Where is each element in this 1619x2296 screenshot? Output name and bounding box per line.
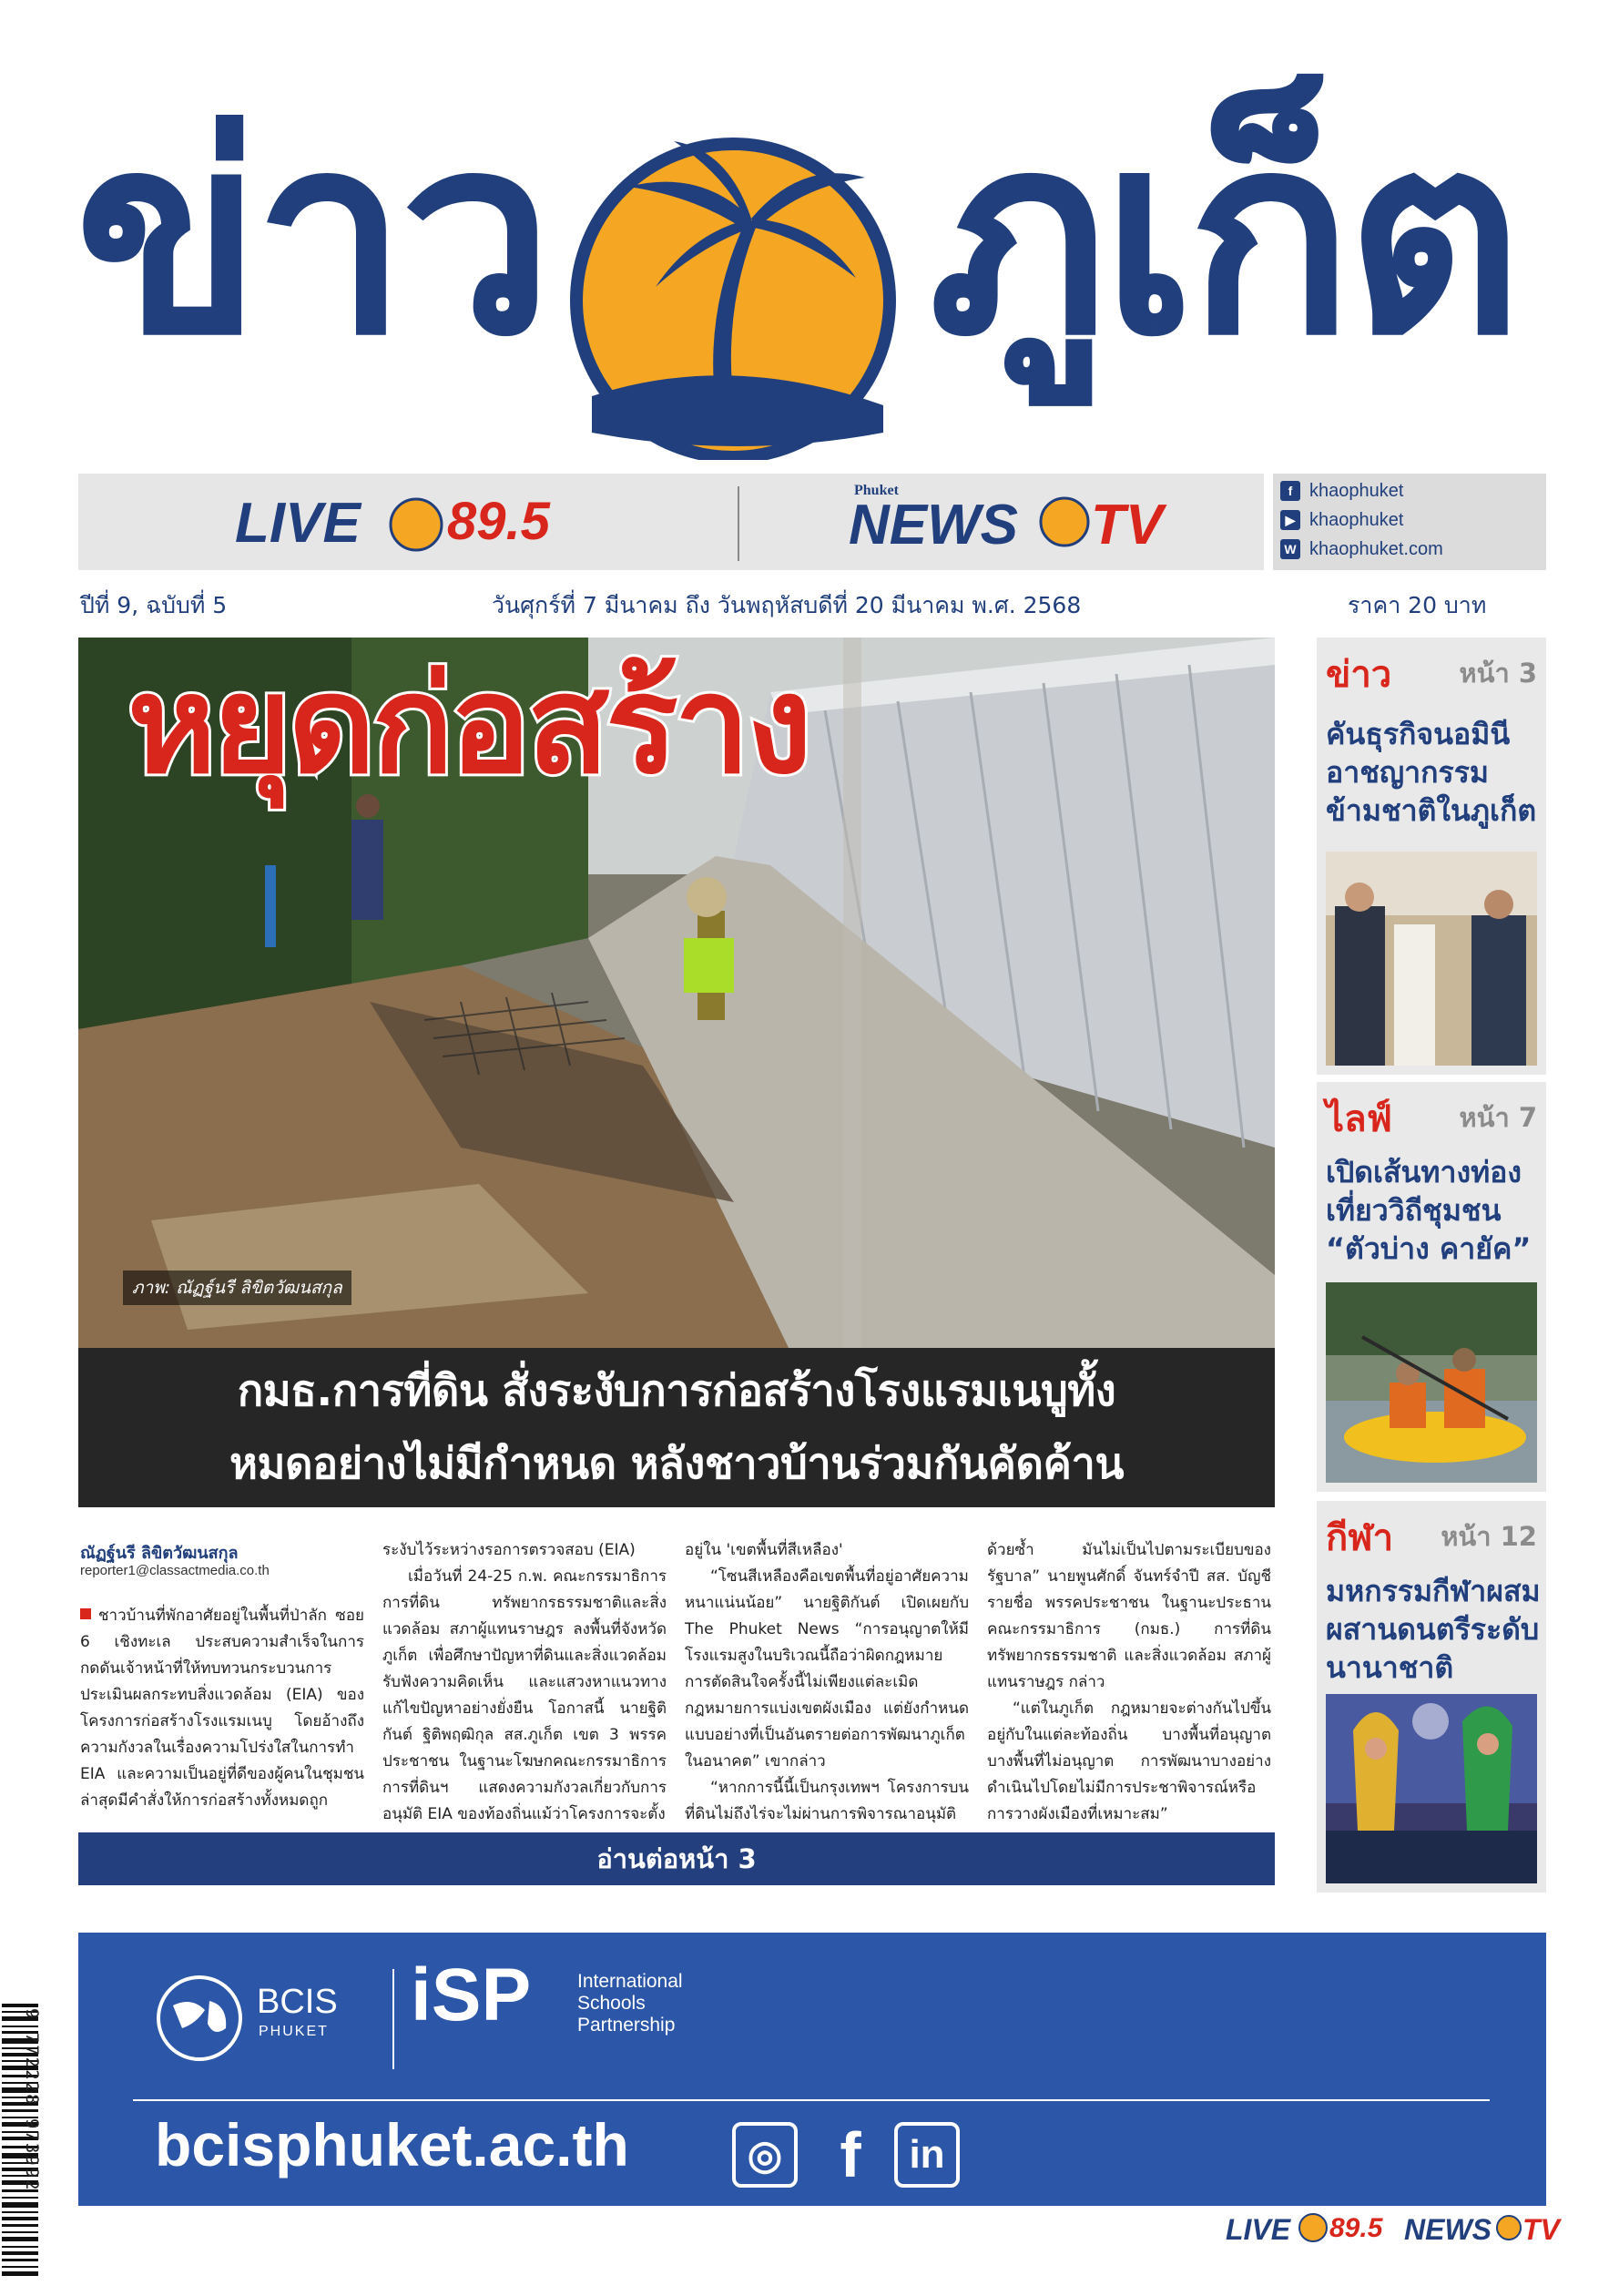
masthead-title-left: ข่าว bbox=[75, 77, 546, 395]
instagram-icon[interactable]: ◎ bbox=[732, 2122, 798, 2188]
sidebar-page-label: หน้า 3 bbox=[1459, 658, 1537, 689]
sidebar-page-label: หน้า 12 bbox=[1441, 1521, 1537, 1552]
barcode-number: 9 772228 973992 bbox=[22, 2008, 42, 2192]
footer-radio-freq: 89.5 bbox=[1329, 2213, 1383, 2243]
sidebar-page-label: หน้า 7 bbox=[1459, 1102, 1537, 1133]
web-icon: W bbox=[1280, 539, 1300, 559]
bcis-logo-sub: PHUKET bbox=[259, 2024, 329, 2039]
byline-email[interactable]: reporter1@classactmedia.co.th bbox=[80, 1563, 270, 1578]
isp-tagline-line: Schools bbox=[577, 1993, 646, 2014]
sidebar-photo-carnival bbox=[1326, 1694, 1537, 1883]
social-links bbox=[1273, 474, 1546, 570]
footer-tv-news: NEWS bbox=[1404, 2213, 1492, 2246]
lead-deck bbox=[78, 1348, 1275, 1507]
isp-tagline-line: International bbox=[577, 1971, 683, 1992]
sidebar-teaser-text: คันธุรกิจนอมินี อาชญากรรม ข้ามชาติในภูเก็ต bbox=[1326, 717, 1537, 828]
social-row-web[interactable] bbox=[1273, 535, 1546, 564]
column-text: “แต่ในภูเก็ต กฎหมายจะต่างกันไปขึ้นอยู่กับในแต่ละท้องถิ่น บางพื้นที่อนุญาต บางพื้นที่ไม่อนุญาต การพัฒนาบางอย่างดำเนินไปโดยไม่มีการประชาพิจารณ์หรือการวางผังเมืองที่เหมาะสม” bbox=[987, 1699, 1271, 1823]
footer-tv-tv: TV bbox=[1522, 2213, 1560, 2246]
social-row-youtube[interactable] bbox=[1273, 505, 1546, 535]
sidebar-section-label: กีฬา bbox=[1326, 1517, 1394, 1559]
isp-tagline bbox=[577, 1971, 683, 2036]
issue-volume: ปีที่ 9, ฉบับที่ 5 bbox=[80, 592, 228, 618]
article-column-2 bbox=[382, 1537, 667, 1828]
deck-line-1: กมธ.การที่ดิน สั่งระงับการก่อสร้างโรงแรมเนบูทั้ง bbox=[237, 1366, 1116, 1416]
isp-tagline-line: Partnership bbox=[577, 2015, 676, 2036]
facebook-icon: f bbox=[1280, 481, 1300, 501]
column-text: “โซนสีเหลืองคือเขตพื้นที่อยู่อาศัยความหนาแน่นน้อย” นายฐิติกันต์ เปิดเผยกับ The Phuket News “การอนุญาตให้มีโรงแรมสูงในบริเวณนี้ถือว่าผิดกฎหมาย การตัดสินใจครั้งนี้ไม่เพียงแต่ละเมิดกฎหมายการแบ่งเขตผังเมือง แต่ยังกำหนดแบบอย่างที่เป็นอันตรายต่อการพัฒนาภูเก็ตในอนาคต” เขากล่าว bbox=[685, 1567, 969, 1770]
social-row-facebook[interactable] bbox=[1273, 476, 1546, 505]
footer-radio-sun-icon bbox=[1297, 2211, 1329, 2244]
facebook-icon[interactable]: f bbox=[840, 2119, 861, 2190]
issue-dates: วันศุกร์ที่ 7 มีนาคม ถึง วันพฤหัสบดีที่ 20 มีนาคม พ.ศ. 2568 bbox=[492, 592, 1082, 618]
sidebar-teaser-life[interactable] bbox=[1317, 1082, 1546, 1492]
sidebar-teaser-sport[interactable] bbox=[1317, 1501, 1546, 1893]
social-handle: khaophuket.com bbox=[1309, 538, 1443, 559]
bullet-square-icon bbox=[80, 1608, 91, 1619]
deck-line-2: หมดอย่างไม่มีกำหนด หลังชาวบ้านร่วมกันคัดค้าน bbox=[229, 1439, 1124, 1489]
lead-headline: หยุดก่อสร้าง bbox=[127, 647, 810, 803]
radio-sun-icon bbox=[383, 488, 449, 554]
sidebar-section-label: ไลฟ์ bbox=[1326, 1098, 1392, 1140]
social-handle: khaophuket bbox=[1309, 480, 1404, 501]
radio-frequency: 89.5 bbox=[447, 492, 550, 551]
column-text: ด้วยซ้ำ มันไม่เป็นไปตามระเบียบของรัฐบาล” นายพูนศักดิ์ จันทร์จำปี สส. บัญชีรายชื่อ พรรคประชาชน ในฐานะประธานคณะกรรมาธิการ (กมธ.) การที่ดิน ทรัพยากรธรรมชาติ และสิ่งแวดล้อม สภาผู้แทนราษฎร กล่าว bbox=[987, 1541, 1271, 1691]
media-bar bbox=[78, 474, 1264, 570]
photo-caption: ภาพ: ณัฏฐ์นรี ลิขิตวัฒนสกุล bbox=[123, 1270, 351, 1305]
bcis-advertisement[interactable] bbox=[78, 1933, 1546, 2206]
linkedin-icon[interactable]: in bbox=[894, 2122, 960, 2188]
ad-divider bbox=[133, 2099, 1490, 2101]
tv-tv-label: TV bbox=[1091, 494, 1164, 556]
social-handle: khaophuket bbox=[1309, 509, 1404, 530]
sidebar-section-label: ข่าว bbox=[1326, 654, 1392, 696]
column-text: อยู่ใน 'เขตพื้นที่สีเหลือง' bbox=[685, 1541, 843, 1559]
article-column-4 bbox=[987, 1537, 1271, 1828]
sidebar-teaser-text: มหกรรมกีฬาผสมผสานดนตรีระดับนานาชาติ bbox=[1326, 1574, 1541, 1685]
footer-radio-live: LIVE bbox=[1226, 2213, 1291, 2246]
tv-news-label: NEWS bbox=[849, 494, 1018, 556]
isp-logo-text: iSP bbox=[411, 1954, 532, 2036]
youtube-icon: ▶ bbox=[1280, 510, 1300, 530]
radio-live-label: LIVE bbox=[235, 492, 361, 555]
tv-small-label: Phuket bbox=[854, 483, 899, 498]
ad-website-link[interactable]: bcisphuket.ac.th bbox=[155, 2111, 629, 2179]
ad-logo-divider bbox=[392, 1969, 394, 2069]
article-column-3 bbox=[685, 1537, 969, 1828]
column-text: ระงับไว้ระหว่างรอการตรวจสอบ (EIA) bbox=[382, 1541, 636, 1559]
sidebar-photo-police bbox=[1326, 852, 1537, 1066]
sidebar-teaser-news[interactable] bbox=[1317, 638, 1546, 1075]
column-text: เมื่อวันที่ 24-25 ก.พ. คณะกรรมาธิการการที่ดิน ทรัพยากรธรรมชาติและสิ่งแวดล้อม สภาผู้แทนราษฎร ลงพื้นที่จังหวัดภูเก็ต เพื่อศึกษาปัญหาที่ดินและสิ่งแวดล้อม รับฟังความคิดเห็น และแสวงหาแนวทางแก้ไขปัญหาอย่างยั่งยืน โอกาสนี้ นายฐิติกันต์ ฐิติพฤฒิกุล สส.ภูเก็ต เขต 3 พรรคประชาชน ในฐานะโฆษกคณะกรรมาธิการการที่ดินฯ แสดงความกังวลเกี่ยวกับการอนุมัติ EIA ของท้องถิ่นแม้ว่าโครงการจะตั้ง bbox=[382, 1567, 667, 1823]
issue-price: ราคา 20 บาท bbox=[1348, 592, 1487, 618]
media-divider bbox=[738, 486, 739, 561]
footer-tv-sun-icon bbox=[1494, 2213, 1523, 2242]
sidebar-photo-kayak bbox=[1326, 1282, 1537, 1483]
bcis-logo-text: BCIS bbox=[257, 1983, 338, 2021]
globe-icon bbox=[155, 1974, 244, 2063]
column-text: ชาวบ้านที่พักอาศัยอยู่ในพื้นที่ป่าลัก ซอย 6 เชิงทะเล ประสบความสำเร็จในการกดดันเจ้าหน้าที่ให้ทบทวนกระบวนการประเมินผลกระทบสิ่งแวดล้อม (EIA) ของโครงการก่อสร้างโรงแรมเนบู โดยอ้างถึงความกังวลในเรื่องความโปร่งใสในการทำ EIA และความเป็นอยู่ที่ดีของผู้คนในชุมชน ล่าสุดมีคำสั่งให้การก่อสร้างทั้งหมดถูก bbox=[80, 1607, 364, 1810]
sidebar-teaser-text: เปิดเส้นทางท่องเที่ยววิถีชุมชน “ตัวบ่าง คายัค” bbox=[1326, 1155, 1532, 1266]
masthead-title-right: ภูเก็ต bbox=[929, 77, 1516, 395]
tv-sun-icon bbox=[1036, 494, 1093, 550]
byline: ณัฏฐ์นรี ลิขิตวัฒนสกุล bbox=[80, 1544, 239, 1563]
continue-reading-bar[interactable]: อ่านต่อหน้า 3 bbox=[78, 1832, 1275, 1885]
palm-sun-logo-icon bbox=[555, 132, 915, 460]
column-text: “หากการนี้นี้เป็นกรุงเทพฯ โครงการบนที่ดินไม่ถึงไร่จะไม่ผ่านการพิจารณาอนุมัติ bbox=[685, 1779, 969, 1823]
article-column-1 bbox=[80, 1603, 364, 1814]
